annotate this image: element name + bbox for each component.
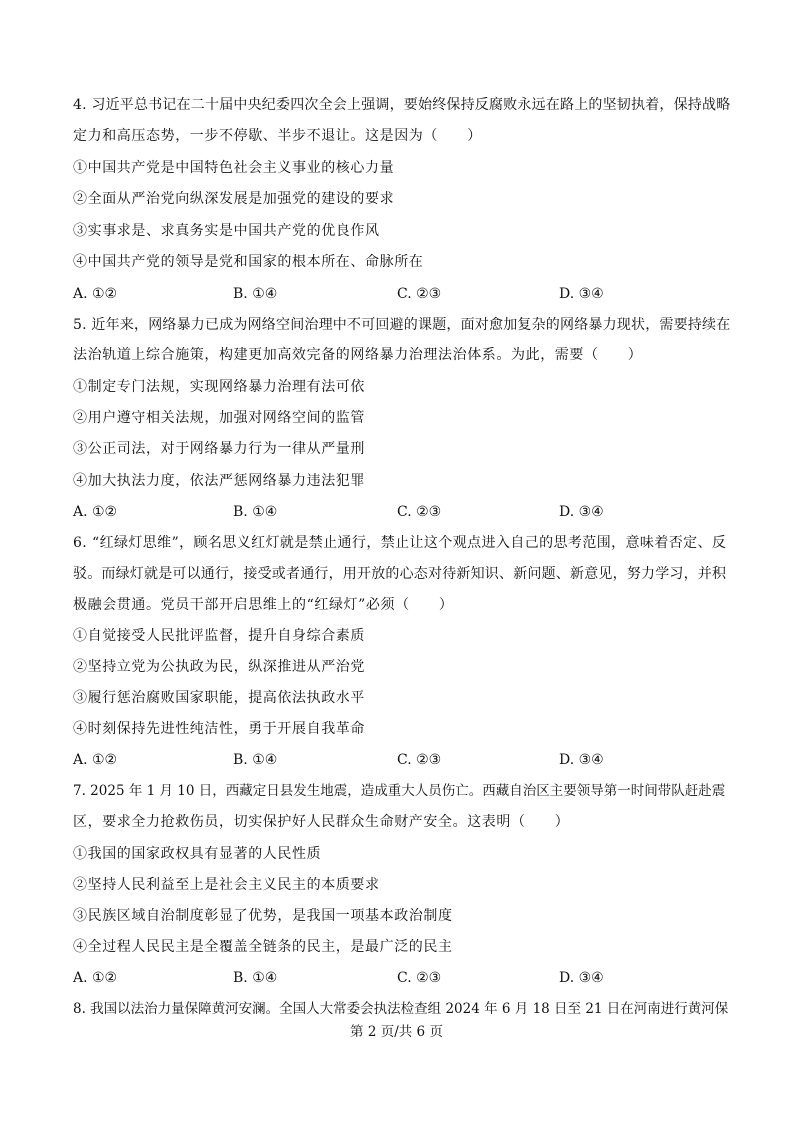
option-d[interactable]: D. ③④	[559, 504, 604, 520]
question-6-stem-line-2: 驳。而绿灯就是可以通行，接受或者通行，用开放的心态对待新知识、新问题、新意见，努力学习，并积	[73, 566, 727, 582]
option-c[interactable]: C. ②③	[397, 752, 442, 768]
option-c[interactable]: C. ②③	[397, 504, 442, 520]
question-4-stem-line-2: 定力和高压态势，一步不停歇、半步不退让。这是因为（ ）	[73, 128, 482, 144]
question-6-stem-line-3: 极融会贯通。党员干部开启思维上的“红绿灯”必须（ ）	[73, 597, 454, 613]
question-5-stem-line-1: 5. 近年来，网络暴力已成为网络空间治理中不可回避的课题，面对愈加复杂的网络暴力现状，需要持续在	[73, 317, 731, 333]
option-c[interactable]: C. ②③	[397, 970, 442, 986]
question-6-item-1: ①自觉接受人民批评监督，提升自身综合素质	[73, 628, 365, 644]
option-b[interactable]: B. ①④	[233, 752, 278, 768]
question-7-stem-line-1: 7. 2025 年 1 月 10 日，西藏定日县发生地震，造成重大人员伤亡。西藏自治区主要领导第一时间带队赶赴震	[73, 783, 726, 799]
question-6-item-2: ②坚持立党为公执政为民，纵深推进从严治党	[73, 659, 365, 675]
question-7-item-4: ④全过程人民民主是全覆盖全链条的民主，是最广泛的民主	[73, 939, 453, 955]
question-5-item-3: ③公正司法，对于网络暴力行为一律从严量刑	[73, 441, 365, 457]
question-7-stem-line-2: 区，要求全力抢救伤员，切实保护好人民群众生命财产安全。这表明（ ）	[73, 814, 570, 830]
question-6-item-4: ④时刻保持先进性纯洁性，勇于开展自我革命	[73, 721, 365, 737]
page-number-footer: 第 2 页/共 6 页	[350, 1024, 443, 1040]
question-6-item-3: ③履行惩治腐败国家职能，提高依法执政水平	[73, 690, 365, 706]
question-7-item-1: ①我国的国家政权具有显著的人民性质	[73, 846, 322, 862]
option-b[interactable]: B. ①④	[233, 970, 278, 986]
option-a[interactable]: A. ①②	[73, 970, 118, 986]
question-4-item-1: ①中国共产党是中国特色社会主义事业的核心力量	[73, 160, 395, 176]
option-d[interactable]: D. ③④	[559, 286, 604, 302]
option-b[interactable]: B. ①④	[233, 504, 278, 520]
option-a[interactable]: A. ①②	[73, 286, 118, 302]
question-8-stem-line-1: 8. 我国以法治力量保障黄河安澜。全国人大常委会执法检查组 2024 年 6 月 18 日至 21 日在河南进行黄河保	[73, 1001, 729, 1017]
question-5-item-1: ①制定专门法规，实现网络暴力治理有法可依	[73, 379, 365, 395]
question-6-stem-line-1: 6. “红绿灯思维”，顾名思义红灯就是禁止通行，禁止让这个观点进入自己的思考范围，意味着否定、反	[73, 535, 727, 551]
question-5-item-4: ④加大执法力度，依法严惩网络暴力违法犯罪	[73, 473, 365, 489]
question-7-item-2: ②坚持人民利益至上是社会主义民主的本质要求	[73, 877, 380, 893]
question-5-item-2: ②用户遵守相关法规，加强对网络空间的监管	[73, 410, 365, 426]
option-b[interactable]: B. ①④	[233, 286, 278, 302]
option-a[interactable]: A. ①②	[73, 752, 118, 768]
question-5-stem-line-2: 法治轨道上综合施策，构建更加高效完备的网络暴力治理法治体系。为此，需要（ ）	[73, 347, 643, 363]
question-4-item-3: ③实事求是、求真务实是中国共产党的优良作风	[73, 223, 380, 239]
option-c[interactable]: C. ②③	[397, 286, 442, 302]
question-4-item-4: ④中国共产党的领导是党和国家的根本所在、命脉所在	[73, 254, 424, 270]
question-5-options	[73, 502, 733, 522]
option-d[interactable]: D. ③④	[559, 752, 604, 768]
question-4-options	[73, 284, 733, 304]
question-7-item-3: ③民族区域自治制度彰显了优势，是我国一项基本政治制度	[73, 908, 453, 924]
question-7-options	[73, 968, 733, 988]
question-6-options	[73, 750, 733, 770]
option-a[interactable]: A. ①②	[73, 504, 118, 520]
option-d[interactable]: D. ③④	[559, 970, 604, 986]
question-4-item-2: ②全面从严治党向纵深发展是加强党的建设的要求	[73, 191, 395, 207]
question-4-stem-line-1: 4. 习近平总书记在二十届中央纪委四次全会上强调，要始终保持反腐败永远在路上的坚韧执着，保持战略	[73, 97, 731, 113]
